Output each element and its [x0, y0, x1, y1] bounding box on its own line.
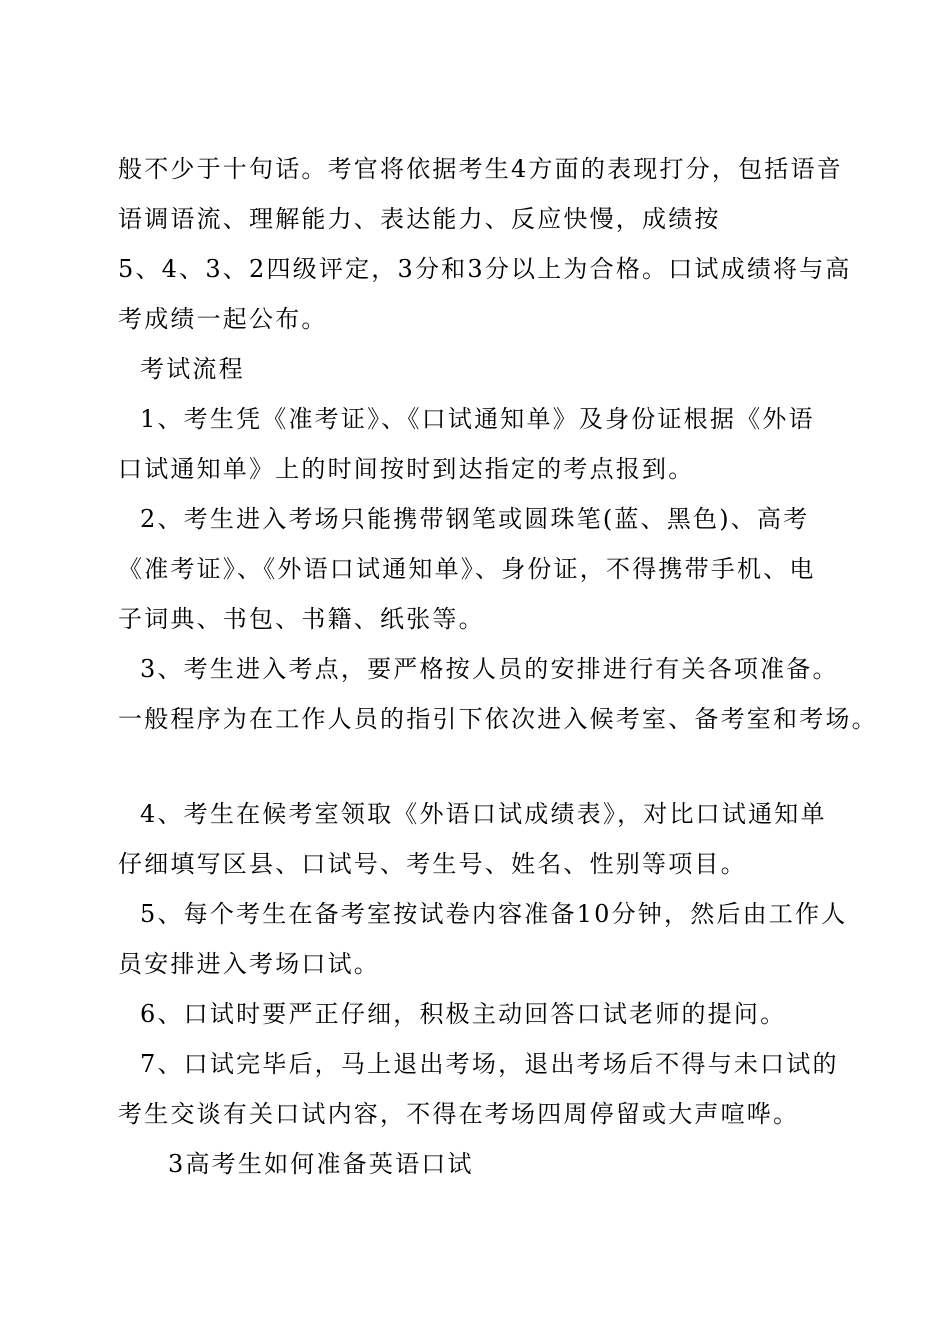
- paragraph-line-1: 般不少于十句话。考官将依据考生4方面的表现打分，包括语音: [118, 155, 843, 183]
- step-7-line-1: 7、口试完毕后，马上退出考场，退出考场后不得与未口试的: [140, 1050, 839, 1078]
- step-5-line-2: 员安排进入考场口试。: [118, 950, 380, 978]
- paragraph-line-2: 语调语流、理解能力、表达能力、反应快慢，成绩按: [118, 205, 721, 233]
- step-4-line-2: 仔细填写区县、口试号、考生号、姓名、性别等项目。: [118, 850, 747, 878]
- step-5-line-1: 5、每个考生在备考室按试卷内容准备10分钟，然后由工作人: [140, 900, 848, 928]
- section-heading: 考试流程: [140, 355, 245, 383]
- subsection-heading: 3高考生如何准备英语口试: [168, 1150, 474, 1178]
- paragraph-line-3: 5、4、3、2四级评定，3分和3分以上为合格。口试成绩将与高: [118, 255, 852, 283]
- step-4-line-1: 4、考生在候考室领取《外语口试成绩表》，对比口试通知单: [140, 800, 827, 828]
- step-2-line-2: 《准考证》、《外语口试通知单》、身份证，不得携带手机、电: [118, 555, 816, 583]
- step-1-line-2: 口试通知单》上的时间按时到达指定的考点报到。: [118, 455, 695, 483]
- paragraph-line-4: 考成绩一起公布。: [118, 305, 328, 333]
- step-1-line-1: 1、考生凭《准考证》、《口试通知单》及身份证根据《外语: [140, 405, 815, 433]
- step-3-line-1: 3、考生进入考点，要严格按人员的安排进行有关各项准备。: [140, 655, 839, 683]
- step-3-line-2: 一般程序为在工作人员的指引下依次进入候考室、备考室和考场。: [118, 705, 878, 733]
- step-6-line-1: 6、口试时要严正仔细，积极主动回答口试老师的提问。: [140, 1000, 787, 1028]
- step-2-line-3: 子词典、书包、书籍、纸张等。: [118, 605, 485, 633]
- step-2-line-1: 2、考生进入考场只能携带钢笔或圆珠笔(蓝、黑色)、高考: [140, 505, 810, 533]
- step-7-line-2: 考生交谈有关口试内容，不得在考场四周停留或大声喧哗。: [118, 1100, 800, 1128]
